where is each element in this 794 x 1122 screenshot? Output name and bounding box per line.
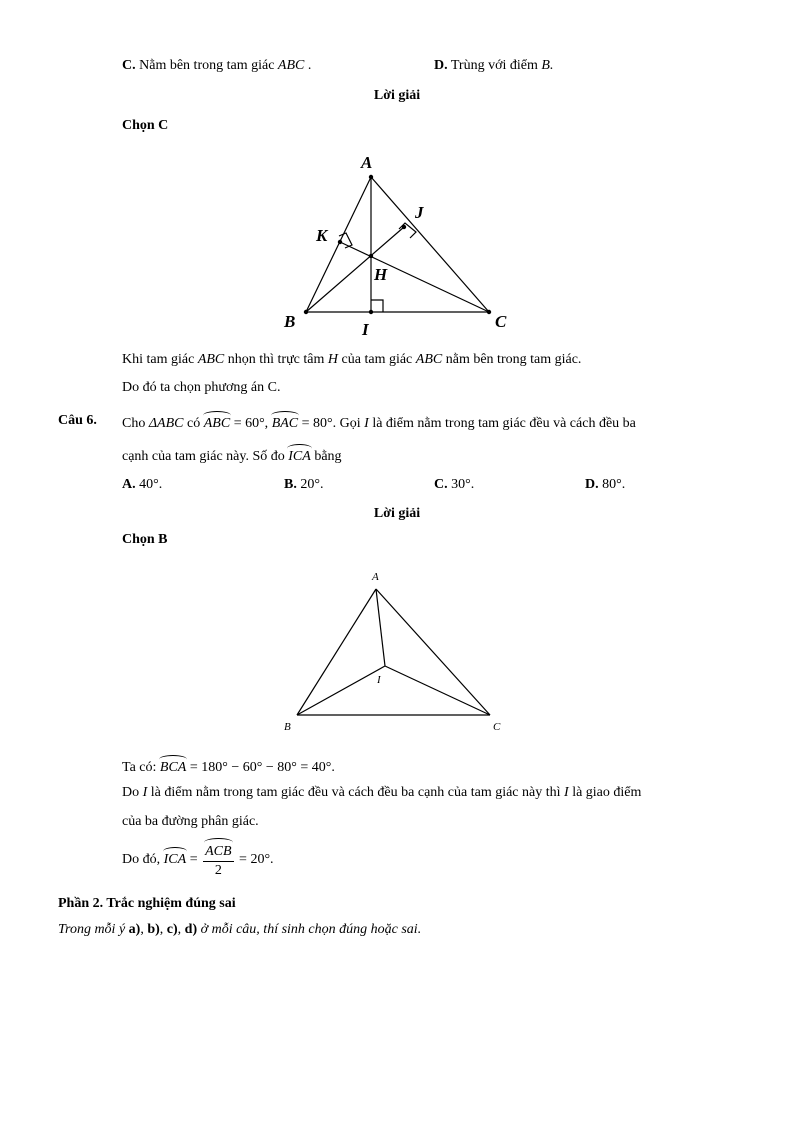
option-a[interactable]: A. 40°. <box>122 477 163 492</box>
question-number: Câu 6. <box>58 413 97 428</box>
solution-text-line: Do đó, ICA = $\frac{\text{ACB}}{2}$ = 20°. <box>122 840 274 880</box>
option-letter: C. <box>122 58 136 73</box>
point-label-b: B <box>284 721 291 733</box>
point-label-c: C <box>493 721 501 733</box>
angle-bca: BCA <box>160 757 186 776</box>
angle-bac: BAC <box>272 413 298 432</box>
point-label-i: I <box>377 674 381 686</box>
solution-heading: Lời giải <box>373 88 421 103</box>
solution-text-line: Do I là điểm nằm trong tam giác đều và cách đều ba cạnh của tam giác này thì I là giao điểm <box>122 785 642 800</box>
choice-label: Chọn B <box>122 532 168 547</box>
point-label-h: H <box>374 265 388 284</box>
solution-text-line: của ba đường phân giác. <box>122 814 259 829</box>
section-title: Phần 2. Trắc nghiệm đúng sai <box>58 896 236 911</box>
option-d[interactable]: D. 80°. <box>585 477 626 492</box>
point-label-k: K <box>316 226 328 245</box>
option-c[interactable]: C. 30°. <box>434 477 475 492</box>
point-label-i: I <box>362 320 369 339</box>
angle-abc: ABC <box>204 413 230 432</box>
option-letter: D. <box>434 58 448 73</box>
angle-acb: ACB <box>205 840 231 861</box>
point-label-a: A <box>372 571 379 583</box>
point-label-j: J <box>415 203 424 222</box>
solution-text-line: Khi tam giác ABC nhọn thì trực tâm H của tam giác ABC nằm bên trong tam giác. <box>122 352 582 367</box>
fraction: $\frac{\text{ACB}}{2}$ <box>203 840 233 880</box>
choice-label: Chọn C <box>122 118 169 133</box>
point-label-a: A <box>361 153 373 172</box>
option-c-prev: C. Nằm bên trong tam giác ABC . <box>122 58 312 73</box>
solution-heading: Lời giải <box>373 506 421 521</box>
question-text-line: Cho ΔABC có ABC = 60°, BAC = 80°. Gọi I là điểm nằm trong tam giác đều và cách đều ba <box>122 413 636 432</box>
math-text: ABC <box>277 58 305 73</box>
angle-ica: ICA <box>164 849 187 868</box>
solution-text-line: Do đó ta chọn phương án C. <box>122 380 281 395</box>
math-text: B. <box>541 58 554 73</box>
angle-ica: ICA <box>288 446 311 465</box>
question-text-line: cạnh của tam giác này. Số đo ICA bằng <box>122 446 342 465</box>
solution-text-line: Ta có: BCA = 180° − 60° − 80° = 40°. <box>122 757 335 776</box>
point-label-b: B <box>284 312 296 331</box>
option-text: Nằm bên trong tam giác <box>139 58 275 73</box>
option-b[interactable]: B. 20°. <box>284 477 324 492</box>
option-text: Trùng với điểm <box>450 58 538 73</box>
section-instruction: Trong mỗi ý a), b), c), d) ở mỗi câu, thí sinh chọn đúng hoặc sai. <box>58 922 422 937</box>
point-label-c: C <box>495 312 507 331</box>
